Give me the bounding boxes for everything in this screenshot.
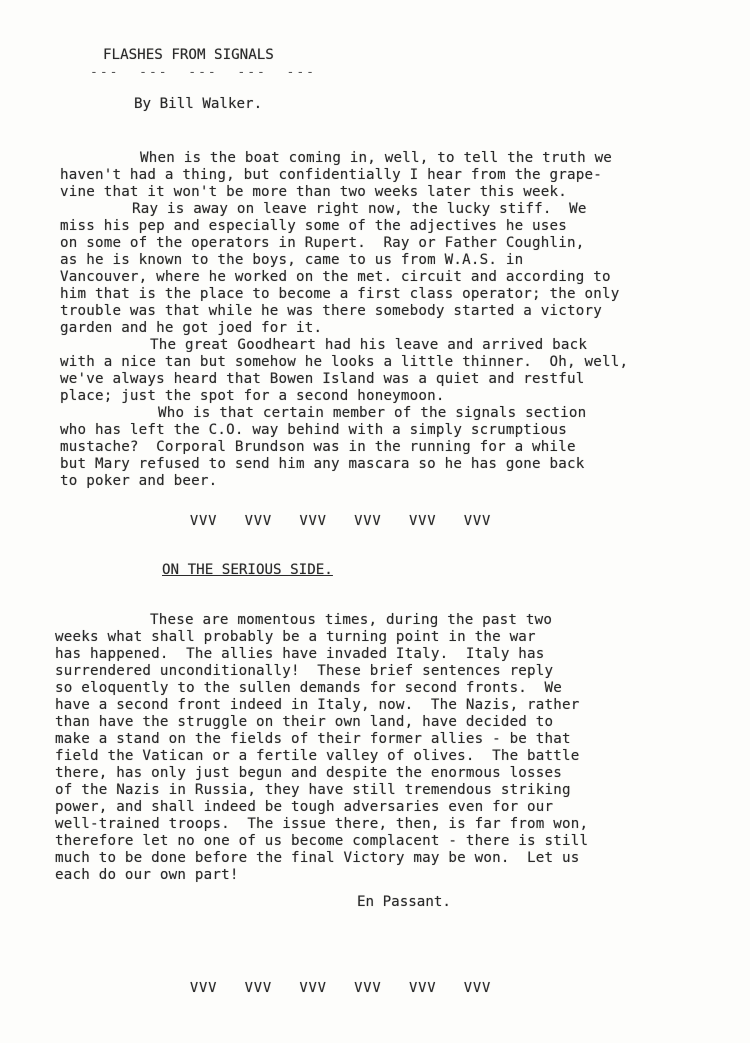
text-line: has happened. The allies have invaded Italy. Italy has	[55, 646, 545, 662]
text-line: than have the struggle on their own land, have decided to	[55, 714, 554, 730]
text-line: The great Goodheart had his leave and arrived back	[150, 337, 588, 353]
text-line: on some of the operators in Rupert. Ray or Father Coughlin,	[60, 235, 585, 251]
text-line: When is the boat coming in, well, to tell the truth we	[140, 150, 613, 166]
text-line: garden and he got joed for it.	[60, 320, 323, 336]
text-line: to poker and beer.	[60, 473, 218, 489]
text-line: well-trained troops. The issue there, then, is far from won,	[55, 816, 589, 832]
text-line: much to be done before the final Victory may be won. Let us	[55, 850, 580, 866]
vvv-separator-bottom: VVV VVV VVV VVV VVV VVV	[190, 980, 492, 996]
text-line: power, and shall indeed be tough adversaries even for our	[55, 799, 554, 815]
text-line: so eloquently to the sullen demands for second fronts. We	[55, 680, 563, 696]
text-line: place; just the spot for a second honeymoon.	[60, 388, 445, 404]
signoff: En Passant.	[357, 894, 451, 910]
title-dashes: --- --- --- --- ---	[90, 65, 317, 80]
text-line: field the Vatican or a fertile valley of olives. The battle	[55, 748, 580, 764]
text-line: weeks what shall probably be a turning point in the war	[55, 629, 536, 645]
text-line: haven't had a thing, but confidentially I hear from the grape-	[60, 167, 602, 183]
section-heading: ON THE SERIOUS SIDE.	[162, 562, 333, 578]
text-line: each do our own part!	[55, 867, 239, 883]
text-line: but Mary refused to send him any mascara so he has gone back	[60, 456, 585, 472]
document-title: FLASHES FROM SIGNALS	[103, 47, 274, 63]
text-line: make a stand on the fields of their former allies - be that	[55, 731, 571, 747]
text-line: trouble was that while he was there somebody started a victory	[60, 303, 602, 319]
text-line: as he is known to the boys, came to us from W.A.S. in	[60, 252, 524, 268]
byline: By Bill Walker.	[134, 96, 263, 112]
text-line: who has left the C.O. way behind with a simply scrumptious	[60, 422, 568, 438]
text-line: vine that it won't be more than two weeks later this week.	[60, 184, 568, 200]
text-line: there, has only just begun and despite the enormous losses	[55, 765, 563, 781]
text-line: him that is the place to become a first class operator; the only	[60, 286, 620, 302]
text-line: we've always heard that Bowen Island was a quiet and restful	[60, 371, 585, 387]
text-line: mustache? Corporal Brundson was in the running for a while	[60, 439, 576, 455]
text-line: Who is that certain member of the signals section	[158, 405, 587, 421]
text-line: surrendered unconditionally! These brief sentences reply	[55, 663, 554, 679]
text-line: Ray is away on leave right now, the lucky stiff. We	[132, 201, 587, 217]
text-line: miss his pep and especially some of the adjectives he uses	[60, 218, 568, 234]
text-line: Vancouver, where he worked on the met. circuit and according to	[60, 269, 611, 285]
text-line: have a second front indeed in Italy, now. The Nazis, rather	[55, 697, 580, 713]
vvv-separator: VVV VVV VVV VVV VVV VVV	[190, 513, 492, 529]
text-line: These are momentous times, during the past two	[150, 612, 553, 628]
text-line: of the Nazis in Russia, they have still tremendous striking	[55, 782, 571, 798]
text-line: with a nice tan but somehow he looks a little thinner. Oh, well,	[60, 354, 629, 370]
text-line: therefore let no one of us become complacent - there is still	[55, 833, 589, 849]
